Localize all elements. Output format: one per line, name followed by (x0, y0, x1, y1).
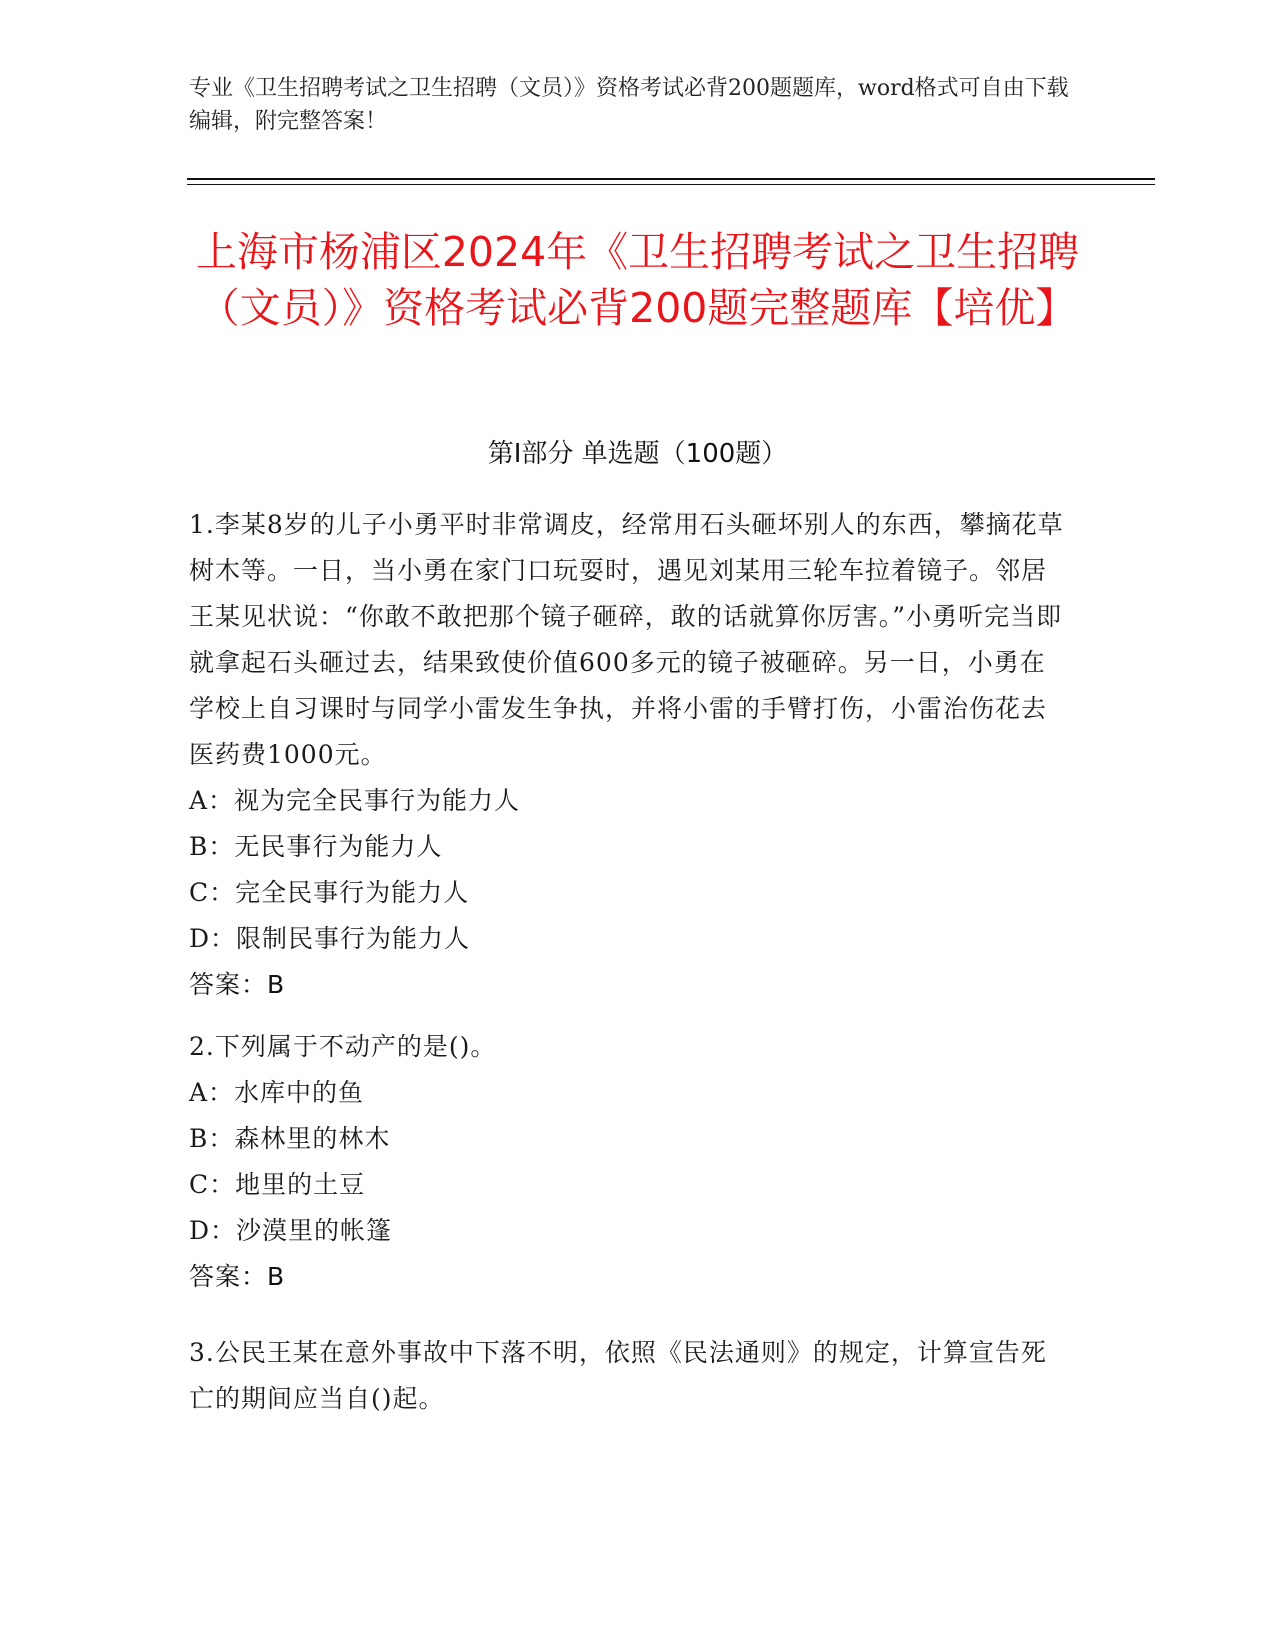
answer-label: 答案：B (189, 1262, 286, 1291)
option-a: A：视为完全民事行为能力人 (189, 786, 521, 815)
question-stem: 3.公民王某在意外事故中下落不明，依照《民法通则》的规定，计算宣告死亡的期间应当自()起。 (189, 1338, 1047, 1413)
header-divider-thick (187, 178, 1155, 180)
answer-label: 答案：B (189, 970, 286, 999)
question-3 (189, 1330, 1069, 1422)
question-stem: 1.李某8岁的儿子小勇平时非常调皮，经常用石头砸坏别人的东西，攀摘花草树木等。一日，当小勇在家门口玩耍时，遇见刘某用三轮车拉着镜子。邻居王某见状说：“你敢不敢把那个镜子砸碎，敢的话就算你厉害。”小勇听完当即就拿起石头砸过去，结果致使价值600多元的镜子被砸碎。另一日，小勇在学校上自习课时与同学小雷发生争执，并将小雷的手臂打伤，小雷治伤花去医药费1000元。 (189, 510, 1064, 769)
section-heading: 第I部分 单选题（100题） (487, 439, 788, 469)
option-b: B：无民事行为能力人 (189, 832, 443, 861)
option-c: C：完全民事行为能力人 (189, 878, 470, 907)
question-2 (189, 1024, 1069, 1300)
option-d: D：限制民事行为能力人 (189, 924, 471, 953)
question-1 (189, 502, 1069, 1008)
option-d: D：沙漠里的帐篷 (189, 1216, 393, 1245)
document-title: 上海市杨浦区2024年《卫生招聘考试之卫生招聘（文员）》资格考试必背200题完整题库【培优】 (195, 228, 1080, 332)
header-divider-thin (187, 184, 1155, 185)
header-note: 专业《卫生招聘考试之卫生招聘（文员）》资格考试必背200题题库，word格式可自由下载编辑，附完整答案！ (189, 76, 1069, 134)
option-a: A：水库中的鱼 (189, 1078, 365, 1107)
option-c: C：地里的土豆 (189, 1170, 366, 1199)
option-b: B：森林里的林木 (189, 1124, 391, 1153)
question-stem: 2.下列属于不动产的是()。 (189, 1032, 497, 1061)
